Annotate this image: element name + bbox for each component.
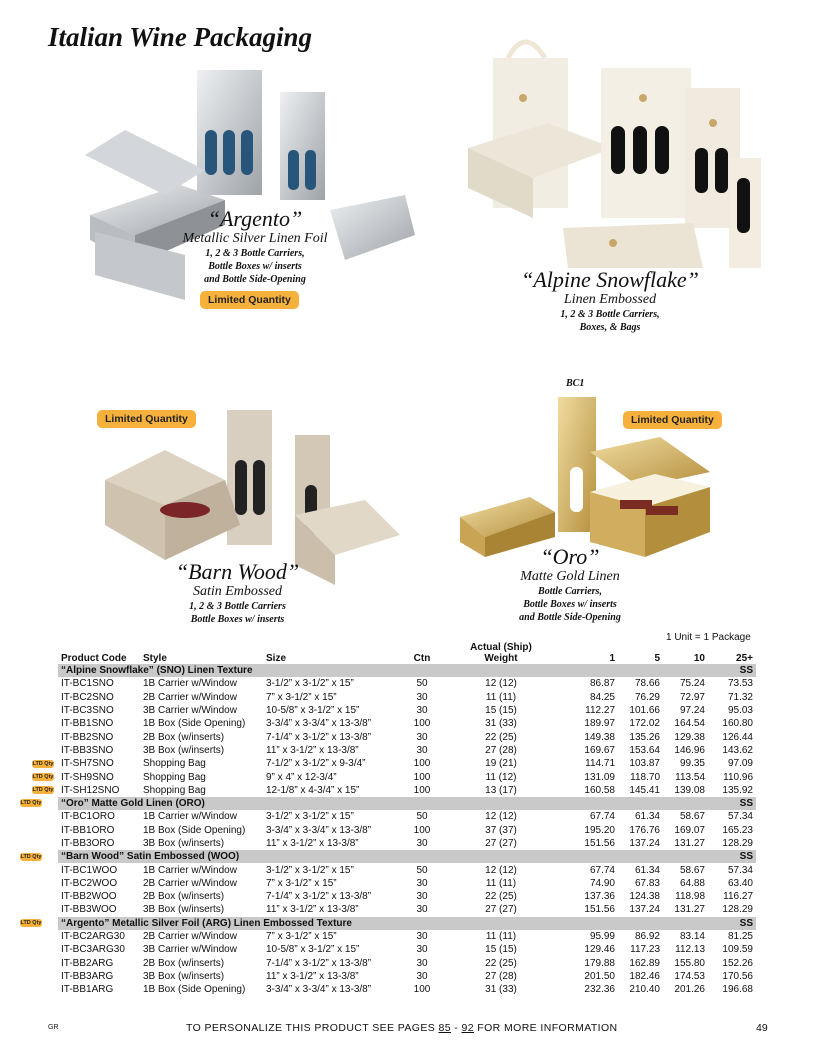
cell-price-5: 76.29 <box>634 691 660 703</box>
cell-price-5: 118.70 <box>630 771 660 783</box>
cell-price-5: 103.87 <box>629 758 660 770</box>
cell-size: 3-3/4” x 3-3/4” x 13-3/8” <box>266 984 372 996</box>
header-qty-10: 10 <box>693 653 705 664</box>
table-row <box>58 863 756 876</box>
cell-price-1: 137.36 <box>584 891 615 903</box>
section-header-row <box>58 850 756 863</box>
footer-message <box>186 1022 618 1034</box>
cell-price-25: 196.68 <box>722 984 753 996</box>
header-weight-top: Actual (Ship) <box>470 642 532 653</box>
oro-name: “Oro” <box>540 544 600 569</box>
cell-size: 12-1/8” x 4-3/4” x 15” <box>266 784 360 796</box>
cell-price-5: 176.76 <box>629 824 660 836</box>
cell-price-1: 129.46 <box>584 944 615 956</box>
table-row <box>58 717 756 730</box>
footer-code: GR <box>48 1024 59 1031</box>
barn-wood-subtitle: Satin Embossed <box>192 584 283 599</box>
cell-price-25: 81.25 <box>727 931 753 943</box>
table-row <box>58 837 756 850</box>
page-link-85[interactable]: 85 <box>438 1022 451 1034</box>
table-row <box>58 770 756 783</box>
cell-product-code: IT-SH12SNO <box>61 784 120 796</box>
cell-price-5: 124.38 <box>629 891 660 903</box>
cell-price-1: 112.27 <box>585 705 615 717</box>
cell-size: 10-5/8” x 3-1/2” x 15” <box>266 944 360 956</box>
barn-wood-desc-1: 1, 2 & 3 Bottle Carriers <box>189 601 286 612</box>
cell-style: 2B Carrier w/Window <box>143 691 237 703</box>
oro-subtitle: Matte Gold Linen <box>520 569 620 584</box>
cell-price-5: 172.02 <box>629 718 660 730</box>
oro-caption <box>490 545 650 624</box>
header-ctn: Ctn <box>413 653 431 664</box>
cell-price-1: 151.56 <box>584 904 615 916</box>
cell-size: 7-1/4” x 3-1/2” x 13-3/8” <box>266 957 372 969</box>
cell-price-5: 137.24 <box>629 838 660 849</box>
cell-price-10: 174.53 <box>674 970 705 982</box>
argento-desc-2: Bottle Boxes w/ inserts <box>208 261 302 272</box>
cell-weight: 11 (11) <box>485 931 517 943</box>
barn-wood-photo <box>105 405 400 585</box>
cell-ctn: 30 <box>416 944 428 956</box>
cell-size: 11” x 3-1/2” x 13-3/8” <box>266 970 359 982</box>
cell-ctn: 30 <box>416 731 428 743</box>
argento-desc-3: and Bottle Side-Opening <box>204 274 306 285</box>
table-row <box>58 970 756 983</box>
cell-size: 7” x 3-1/2” x 15” <box>266 877 337 889</box>
cell-price-10: 139.08 <box>674 784 705 796</box>
cell-price-1: 95.99 <box>589 931 615 943</box>
oro-desc-1: Bottle Carriers, <box>538 586 602 597</box>
cell-style: 3B Box (w/inserts) <box>143 838 225 849</box>
cell-product-code: IT-BB1ARG <box>61 984 114 996</box>
section-label: “Barn Wood” Satin Embossed (WOO) <box>58 850 708 863</box>
section-header-row <box>58 917 756 930</box>
cell-style: 2B Carrier w/Window <box>143 877 237 889</box>
cell-product-code: IT-BB3ARG <box>61 970 114 982</box>
section-tag: SS <box>708 797 756 810</box>
cell-product-code: IT-BB3ORO <box>61 838 115 849</box>
cell-ctn: 30 <box>416 904 428 916</box>
cell-price-25: 109.59 <box>722 944 753 956</box>
cell-size: 9” x 4” x 12-3/4” <box>266 771 337 783</box>
cell-price-1: 169.67 <box>584 744 615 756</box>
unit-note: 1 Unit = 1 Package <box>666 632 751 643</box>
cell-size: 7” x 3-1/2” x 15” <box>266 691 337 703</box>
section-label: “Oro” Matte Gold Linen (ORO) <box>58 797 708 810</box>
cell-style: 1B Box (Side Opening) <box>143 984 246 996</box>
section-label: “Argento” Metallic Silver Foil (ARG) Linen Embossed Texture <box>58 917 708 930</box>
table-row <box>58 730 756 743</box>
section-tag: SS <box>708 850 756 863</box>
cell-style: 2B Box (w/inserts) <box>143 891 225 903</box>
cell-ctn: 100 <box>413 824 431 836</box>
cell-style: 2B Box (w/inserts) <box>143 731 225 743</box>
cell-weight: 11 (11) <box>485 691 517 703</box>
cell-product-code: IT-BB3SNO <box>61 744 114 756</box>
table-row <box>58 930 756 943</box>
cell-price-25: 97.09 <box>727 758 753 770</box>
table-row <box>58 877 756 890</box>
table-row <box>58 810 756 823</box>
cell-price-10: 58.67 <box>679 811 705 823</box>
cell-weight: 12 (12) <box>485 864 517 876</box>
cell-price-25: 152.26 <box>722 957 753 969</box>
alpine-snowflake-desc-1: 1, 2 & 3 Bottle Carriers, <box>560 309 660 320</box>
section-tag: SS <box>708 664 756 677</box>
cell-price-10: 201.26 <box>674 984 705 996</box>
table-row <box>58 890 756 903</box>
cell-style: Shopping Bag <box>143 784 206 796</box>
cell-price-25: 160.80 <box>722 718 753 730</box>
ltd-qty-badge: LTD Qty <box>20 800 42 807</box>
cell-price-5: 137.24 <box>629 904 660 916</box>
table-row <box>58 824 756 837</box>
cell-price-10: 155.80 <box>674 957 705 969</box>
cell-price-5: 145.41 <box>629 784 660 796</box>
cell-price-5: 210.40 <box>629 984 660 996</box>
cell-price-1: 160.58 <box>584 784 615 796</box>
header-qty-1: 1 <box>609 653 615 664</box>
cell-price-1: 189.97 <box>584 718 615 730</box>
cell-price-5: 78.66 <box>634 678 660 690</box>
cell-product-code: IT-BC3ARG30 <box>61 944 125 956</box>
barn-wood-name: “Barn Wood” <box>175 559 300 584</box>
cell-price-1: 86.87 <box>589 678 615 690</box>
cell-ctn: 30 <box>416 705 428 717</box>
header-style: Style <box>143 653 167 664</box>
cell-price-25: 128.29 <box>722 838 753 849</box>
table-row <box>58 704 756 717</box>
cell-price-1: 67.74 <box>589 864 615 876</box>
cell-price-10: 146.96 <box>674 744 705 756</box>
cell-price-1: 74.90 <box>589 877 615 889</box>
cell-ctn: 100 <box>413 771 431 783</box>
cell-weight: 11 (12) <box>485 771 517 783</box>
cell-price-25: 116.27 <box>723 891 753 903</box>
cell-product-code: IT-BC1ORO <box>61 811 115 823</box>
ltd-qty-badge: LTD Qty <box>20 853 42 860</box>
table-row <box>58 957 756 970</box>
cell-style: 3B Carrier w/Window <box>143 944 237 956</box>
table-row <box>58 903 756 916</box>
cell-ctn: 50 <box>416 678 428 690</box>
barn-wood-desc-2: Bottle Boxes w/ inserts <box>190 614 285 625</box>
price-table <box>58 638 756 996</box>
cell-price-5: 153.64 <box>629 744 660 756</box>
table-row <box>58 983 756 996</box>
cell-price-10: 113.54 <box>675 771 705 783</box>
cell-style: 3B Box (w/inserts) <box>143 970 225 982</box>
cell-price-25: 126.44 <box>722 731 753 743</box>
cell-size: 7-1/4” x 3-1/2” x 13-3/8” <box>266 731 372 743</box>
cell-price-25: 63.40 <box>727 877 753 889</box>
cell-price-25: 57.34 <box>727 811 753 823</box>
cell-price-10: 72.97 <box>679 691 705 703</box>
ltd-qty-badge: LTD Qty <box>32 787 54 794</box>
cell-price-10: 99.35 <box>679 758 705 770</box>
cell-size: 3-1/2” x 3-1/2” x 15” <box>266 678 354 690</box>
table-row <box>58 943 756 956</box>
cell-ctn: 100 <box>413 984 431 996</box>
cell-ctn: 50 <box>416 811 428 823</box>
cell-price-25: 128.29 <box>722 904 753 916</box>
cell-style: 1B Box (Side Opening) <box>143 824 246 836</box>
cell-style: 3B Box (w/inserts) <box>143 904 225 916</box>
cell-size: 7” x 3-1/2” x 15” <box>266 931 337 943</box>
cell-style: 2B Carrier w/Window <box>143 931 237 943</box>
cell-weight: 22 (25) <box>485 731 517 743</box>
cell-weight: 27 (28) <box>485 970 517 982</box>
cell-price-10: 118.98 <box>675 891 705 903</box>
oro-bc1-label: BC1 <box>566 378 585 389</box>
cell-price-10: 129.38 <box>674 731 705 743</box>
header-product-code: Product Code <box>61 653 127 664</box>
cell-price-1: 232.36 <box>584 984 615 996</box>
cell-weight: 27 (27) <box>485 838 517 849</box>
section-header-row <box>58 664 756 677</box>
cell-price-1: 201.50 <box>584 970 615 982</box>
alpine-snowflake-desc-2: Boxes, & Bags <box>579 322 641 333</box>
cell-price-25: 110.96 <box>723 771 753 783</box>
section-label: “Alpine Snowflake” (SNO) Linen Texture <box>58 664 708 677</box>
cell-price-25: 71.32 <box>727 691 753 703</box>
cell-ctn: 30 <box>416 877 428 889</box>
cell-size: 11” x 3-1/2” x 13-3/8” <box>266 838 359 849</box>
cell-style: 1B Carrier w/Window <box>143 864 237 876</box>
cell-style: 3B Box (w/inserts) <box>143 744 225 756</box>
cell-price-1: 67.74 <box>589 811 615 823</box>
cell-weight: 22 (25) <box>485 891 517 903</box>
alpine-snowflake-caption <box>520 268 700 334</box>
cell-size: 3-3/4” x 3-3/4” x 13-3/8” <box>266 824 372 836</box>
argento-limited-badge: Limited Quantity <box>200 291 299 309</box>
cell-price-10: 112.13 <box>675 944 705 956</box>
header-size: Size <box>266 653 287 664</box>
section-tag: SS <box>708 917 756 930</box>
cell-price-25: 95.03 <box>727 705 753 717</box>
cell-price-5: 101.66 <box>629 705 660 717</box>
footer-sep: - <box>450 1022 462 1034</box>
cell-price-25: 73.53 <box>727 678 753 690</box>
cell-product-code: IT-BC3SNO <box>61 705 114 717</box>
cell-price-10: 83.14 <box>679 931 705 943</box>
cell-product-code: IT-BB2SNO <box>61 731 114 743</box>
cell-style: 1B Carrier w/Window <box>143 811 237 823</box>
barn-wood-limited-badge: Limited Quantity <box>97 410 196 428</box>
cell-price-1: 114.71 <box>585 758 615 770</box>
cell-ctn: 30 <box>416 957 428 969</box>
cell-style: 2B Box (w/inserts) <box>143 957 225 969</box>
cell-ctn: 100 <box>413 758 431 770</box>
cell-price-25: 57.34 <box>727 864 753 876</box>
alpine-snowflake-name: “Alpine Snowflake” <box>521 267 699 292</box>
cell-price-25: 143.62 <box>722 744 753 756</box>
cell-product-code: IT-BB2ARG <box>61 957 114 969</box>
cell-price-5: 162.89 <box>629 957 660 969</box>
cell-price-5: 61.34 <box>634 864 660 876</box>
cell-price-25: 165.23 <box>722 824 753 836</box>
header-weight <box>446 638 556 664</box>
cell-price-10: 97.24 <box>679 705 705 717</box>
cell-ctn: 50 <box>416 864 428 876</box>
table-row <box>58 744 756 757</box>
barn-wood-caption <box>165 560 310 626</box>
cell-weight: 27 (28) <box>485 744 517 756</box>
cell-weight: 15 (15) <box>485 944 517 956</box>
oro-desc-2: Bottle Boxes w/ inserts <box>523 599 617 610</box>
cell-price-10: 64.88 <box>679 877 705 889</box>
cell-price-5: 117.23 <box>630 944 660 956</box>
cell-price-5: 135.26 <box>629 731 660 743</box>
cell-price-25: 135.92 <box>722 784 753 796</box>
cell-weight: 15 (15) <box>485 705 517 717</box>
cell-price-5: 182.46 <box>629 970 660 982</box>
cell-ctn: 100 <box>413 718 431 730</box>
footer-text-a: TO PERSONALIZE THIS PRODUCT SEE PAGES <box>186 1022 439 1034</box>
cell-ctn: 30 <box>416 744 428 756</box>
table-row <box>58 677 756 690</box>
cell-weight: 12 (12) <box>485 811 517 823</box>
cell-style: Shopping Bag <box>143 771 206 783</box>
cell-style: 3B Carrier w/Window <box>143 705 237 717</box>
page-link-92[interactable]: 92 <box>461 1022 474 1034</box>
cell-weight: 31 (33) <box>485 718 517 730</box>
cell-weight: 19 (21) <box>485 758 517 770</box>
cell-style: 1B Box (Side Opening) <box>143 718 246 730</box>
footer-text-b: FOR MORE INFORMATION <box>473 1022 618 1034</box>
cell-weight: 31 (33) <box>485 984 517 996</box>
cell-price-10: 58.67 <box>679 864 705 876</box>
cell-price-5: 86.92 <box>634 931 660 943</box>
argento-desc-1: 1, 2 & 3 Bottle Carriers, <box>205 248 305 259</box>
cell-weight: 11 (11) <box>485 877 517 889</box>
cell-size: 7-1/4” x 3-1/2” x 13-3/8” <box>266 891 372 903</box>
ltd-qty-badge: LTD Qty <box>32 773 54 780</box>
alpine-snowflake-subtitle: Linen Embossed <box>563 292 657 307</box>
cell-product-code: IT-BB3WOO <box>61 904 117 916</box>
cell-price-1: 179.88 <box>584 957 615 969</box>
cell-product-code: IT-BB1SNO <box>61 718 114 730</box>
cell-product-code: IT-BC1WOO <box>61 864 118 876</box>
cell-product-code: IT-BC2ARG30 <box>61 931 125 943</box>
header-qty-25: 25+ <box>736 653 753 664</box>
cell-size: 7-1/2” x 3-1/2” x 9-3/4” <box>266 758 366 770</box>
cell-weight: 27 (27) <box>485 904 517 916</box>
cell-size: 11” x 3-1/2” x 13-3/8” <box>266 904 359 916</box>
section-header-row <box>58 797 756 810</box>
cell-price-10: 169.07 <box>674 824 705 836</box>
argento-subtitle: Metallic Silver Linen Foil <box>182 231 328 246</box>
cell-product-code: IT-BB1ORO <box>61 824 115 836</box>
alpine-snowflake-photo <box>463 28 783 273</box>
cell-product-code: IT-BC1SNO <box>61 678 114 690</box>
argento-caption <box>170 207 340 286</box>
cell-weight: 22 (25) <box>485 957 517 969</box>
cell-price-1: 195.20 <box>584 824 615 836</box>
cell-product-code: IT-SH7SNO <box>61 758 114 770</box>
cell-size: 11” x 3-1/2” x 13-3/8” <box>266 744 359 756</box>
cell-price-1: 151.56 <box>584 838 615 849</box>
cell-price-10: 164.54 <box>674 718 705 730</box>
cell-ctn: 100 <box>413 784 431 796</box>
oro-desc-3: and Bottle Side-Opening <box>519 612 621 623</box>
ltd-qty-badge: LTD Qty <box>20 920 42 927</box>
cell-ctn: 30 <box>416 970 428 982</box>
cell-style: 1B Carrier w/Window <box>143 678 237 690</box>
table-header-row <box>58 638 756 664</box>
page-number: 49 <box>756 1022 768 1034</box>
cell-price-5: 67.83 <box>634 877 660 889</box>
cell-ctn: 30 <box>416 691 428 703</box>
cell-ctn: 30 <box>416 838 428 849</box>
cell-weight: 12 (12) <box>485 678 517 690</box>
header-weight-bottom: Weight <box>484 653 518 664</box>
cell-size: 3-1/2” x 3-1/2” x 15” <box>266 864 354 876</box>
page-title: Italian Wine Packaging <box>48 22 313 52</box>
cell-price-1: 149.38 <box>584 731 615 743</box>
cell-ctn: 30 <box>416 891 428 903</box>
cell-product-code: IT-SH9SNO <box>61 771 114 783</box>
cell-product-code: IT-BC2WOO <box>61 877 118 889</box>
cell-size: 3-3/4” x 3-3/4” x 13-3/8” <box>266 718 372 730</box>
cell-size: 10-5/8” x 3-1/2” x 15” <box>266 705 360 717</box>
cell-price-10: 131.27 <box>674 904 705 916</box>
cell-price-5: 61.34 <box>634 811 660 823</box>
cell-price-1: 131.09 <box>584 771 615 783</box>
cell-weight: 37 (37) <box>485 824 517 836</box>
table-row <box>58 757 756 770</box>
cell-size: 3-1/2” x 3-1/2” x 15” <box>266 811 354 823</box>
cell-price-1: 84.25 <box>589 691 615 703</box>
cell-price-10: 75.24 <box>679 678 705 690</box>
cell-ctn: 30 <box>416 931 428 943</box>
oro-limited-badge: Limited Quantity <box>623 411 722 429</box>
cell-product-code: IT-BC2SNO <box>61 691 114 703</box>
table-row <box>58 691 756 704</box>
table-row <box>58 784 756 797</box>
argento-name: “Argento” <box>207 206 303 231</box>
ltd-qty-badge: LTD Qty <box>32 760 54 767</box>
cell-price-10: 131.27 <box>674 838 705 849</box>
header-qty-5: 5 <box>654 653 660 664</box>
cell-style: Shopping Bag <box>143 758 206 770</box>
cell-product-code: IT-BB2WOO <box>61 891 117 903</box>
cell-price-25: 170.56 <box>722 970 753 982</box>
cell-weight: 13 (17) <box>485 784 517 796</box>
